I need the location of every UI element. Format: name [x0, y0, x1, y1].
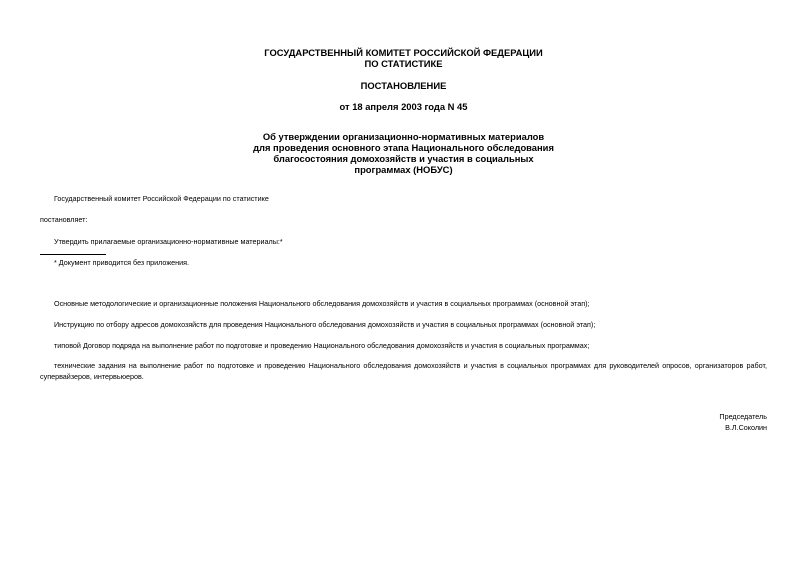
- subject-line-2: для проведения основного этапа Национального обследования: [253, 142, 554, 153]
- list-item: Основные методологические и организационные положения Национального обследования домохозяйств и участия в социальных программах (основной этап);: [54, 299, 590, 308]
- signatory-name: В.Л.Соколин: [725, 423, 767, 432]
- footnote: * Документ приводится без приложения.: [54, 258, 189, 267]
- list-item: типовой Договор подряда на выполнение работ по подготовке и проведению Национального обследования домохозяйств и участия в социальных программах;: [54, 341, 590, 350]
- document-date: от 18 апреля 2003 года N 45: [339, 101, 468, 112]
- subject-line-4: программах (НОБУС): [354, 164, 453, 175]
- document-subject: [40, 131, 767, 175]
- list-item: Инструкцию по отбору адресов домохозяйств для проведения Национального обследования домохозяйств и участия в социальных программах (основной этап);: [54, 320, 596, 329]
- authority-line-2: ПО СТАТИСТИКЕ: [364, 58, 443, 69]
- list-item: технические задания на выполнение работ по подготовке и проведению Национального обследования домохозяйств и участия в социальных программах для руководителей опросов, организаторов работ, супервайзеров, интервьюеров.: [40, 361, 767, 381]
- signatory-title: Председатель: [719, 412, 767, 421]
- signature-block: [719, 411, 767, 433]
- approve-paragraph: Утвердить прилагаемые организационно-нормативные материалы:*: [54, 237, 283, 246]
- issuing-authority: [40, 47, 767, 69]
- document-type: ПОСТАНОВЛЕНИЕ: [360, 80, 447, 91]
- committee-paragraph: Государственный комитет Российской Федерации по статистике: [54, 194, 269, 203]
- footnote-divider: [40, 254, 106, 255]
- subject-line-3: благосостояния домохозяйств и участия в социальных: [273, 153, 534, 164]
- authority-line-1: ГОСУДАРСТВЕННЫЙ КОМИТЕТ РОССИЙСКОЙ ФЕДЕРАЦИИ: [264, 47, 543, 58]
- resolves-paragraph: постановляет:: [40, 215, 88, 224]
- subject-line-1: Об утверждении организационно-нормативных материалов: [262, 131, 545, 142]
